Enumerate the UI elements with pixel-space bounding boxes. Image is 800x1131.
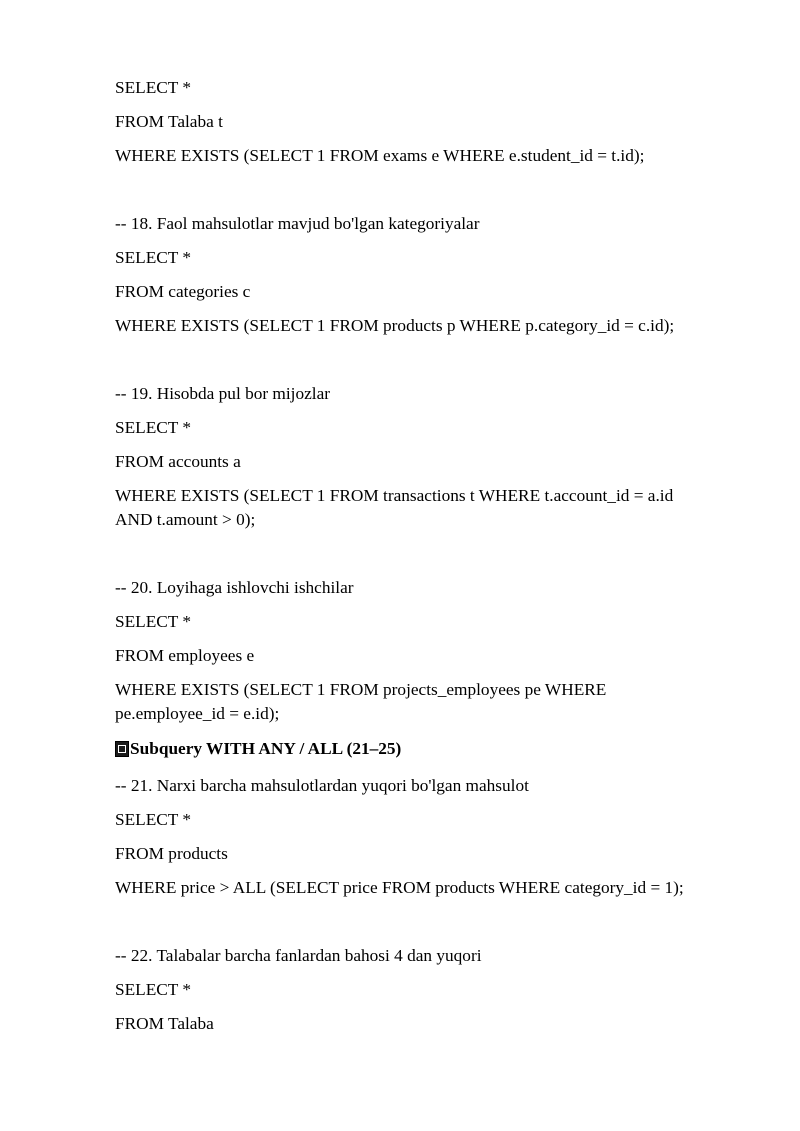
text-line: FROM Talaba t xyxy=(115,112,223,131)
text-line: WHERE price > ALL (SELECT price FROM products WHERE category_id = 1); xyxy=(115,878,684,897)
text-line: FROM employees e xyxy=(115,646,255,665)
text-line: FROM accounts a xyxy=(115,452,241,471)
text-line: FROM products xyxy=(115,844,228,863)
text-line: AND t.amount > 0); xyxy=(115,510,256,529)
text-line: pe.employee_id = e.id); xyxy=(115,704,280,723)
comment-line: -- 21. Narxi barcha mahsulotlardan yuqori bo'lgan mahsulot xyxy=(115,776,529,795)
comment-line: -- 19. Hisobda pul bor mijozlar xyxy=(115,384,331,403)
text-line: SELECT * xyxy=(115,810,192,829)
text-line: WHERE EXISTS (SELECT 1 FROM products p WHERE p.category_id = c.id); xyxy=(115,316,675,335)
comment-line: -- 18. Faol mahsulotlar mavjud bo'lgan kategoriyalar xyxy=(115,214,480,233)
comment-line: -- 22. Talabalar barcha fanlardan bahosi 4 dan yuqori xyxy=(115,946,482,965)
text-line: WHERE EXISTS (SELECT 1 FROM projects_employees pe WHERE xyxy=(115,680,607,699)
comment-line: -- 20. Loyihaga ishlovchi ishchilar xyxy=(115,578,354,597)
section-heading-text: Subquery WITH ANY / ALL (21–25) xyxy=(130,739,402,758)
text-line: SELECT * xyxy=(115,418,192,437)
text-line: WHERE EXISTS (SELECT 1 FROM transactions t WHERE t.account_id = a.id xyxy=(115,486,674,505)
keycap-5-icon xyxy=(115,741,129,757)
text-line: WHERE EXISTS (SELECT 1 FROM exams e WHERE e.student_id = t.id); xyxy=(115,146,645,165)
text-line: SELECT * xyxy=(115,612,192,631)
text-line: SELECT * xyxy=(115,248,192,267)
text-line: FROM Talaba xyxy=(115,1014,214,1033)
text-line: SELECT * xyxy=(115,980,192,999)
section-heading xyxy=(115,737,401,760)
text-line: FROM categories c xyxy=(115,282,251,301)
text-line: SELECT * xyxy=(115,78,192,97)
